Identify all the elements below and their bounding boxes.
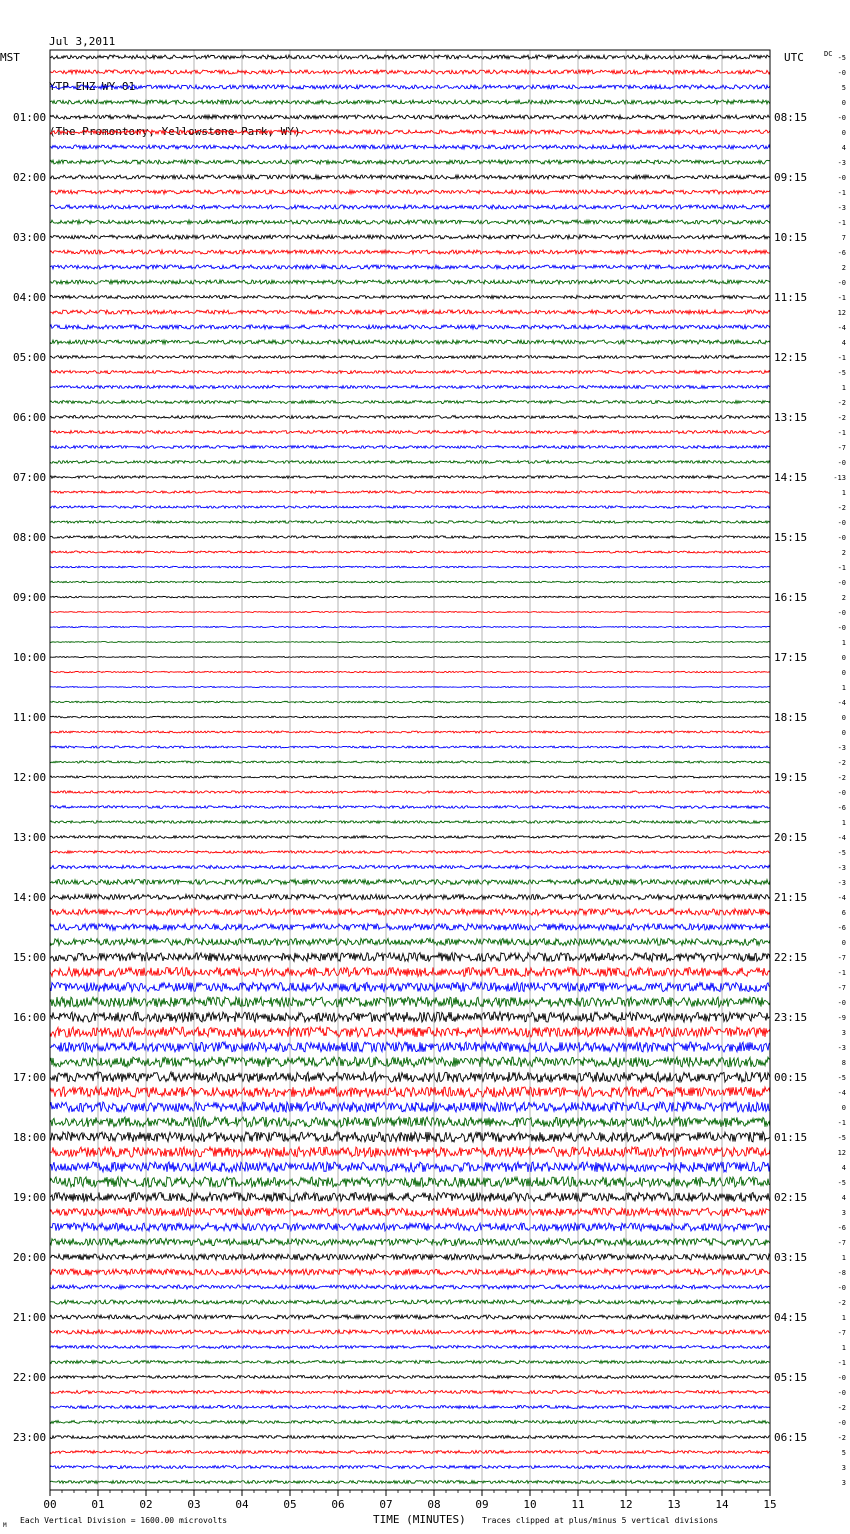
right-hour-label: 17:15 (774, 651, 808, 664)
trace-row (50, 401, 770, 404)
trace-row (50, 325, 770, 329)
corner-mark: M (3, 1522, 7, 1529)
dc-offset-label: 2 (841, 549, 846, 557)
left-hour-label: 07:00 (13, 471, 47, 484)
dc-offset-label: -3 (837, 204, 846, 212)
trace-row (50, 220, 770, 224)
left-timezone-label: MST (0, 51, 20, 64)
right-timezone-label: UTC (784, 51, 804, 64)
left-hour-label: 18:00 (13, 1131, 47, 1144)
trace-row (50, 1269, 770, 1275)
trace-row (50, 85, 770, 89)
trace-row (50, 612, 770, 613)
trace-row (50, 446, 770, 449)
left-hour-label: 09:00 (13, 591, 47, 604)
dc-offset-label: -5 (837, 54, 846, 62)
dc-offset-label: -2 (837, 1434, 846, 1442)
trace-row (50, 596, 770, 598)
dc-offset-label: -0 (837, 1374, 846, 1382)
dc-offset-label: -6 (837, 249, 846, 257)
trace-row (50, 894, 770, 899)
dc-offset-label: -6 (837, 804, 846, 812)
dc-offset-label: -7 (837, 1329, 846, 1337)
trace-row (50, 982, 770, 991)
trace-row (50, 939, 770, 946)
trace-row (50, 1466, 770, 1469)
dc-offset-label: -3 (837, 864, 846, 872)
trace-row (50, 1102, 770, 1112)
x-tick-label: 01 (91, 1498, 105, 1511)
dc-offset-label: -5 (837, 849, 846, 857)
dc-offset-label: 1 (841, 684, 846, 692)
dc-offset-label: -7 (837, 984, 846, 992)
trace-row (50, 1072, 770, 1082)
dc-offset-label: -0 (837, 1419, 846, 1427)
trace-row (50, 130, 770, 134)
trace-row (50, 1406, 770, 1409)
trace-row (50, 250, 770, 254)
trace-row (50, 821, 770, 824)
trace-row (50, 1042, 770, 1052)
trace-row (50, 701, 770, 703)
trace-row (50, 1132, 770, 1142)
scale-note: Each Vertical Division = 1600.00 microvolts (20, 1516, 228, 1525)
dc-offset-label: -3 (837, 159, 846, 167)
trace-row (50, 1315, 770, 1319)
trace-row (50, 1147, 770, 1157)
x-tick-label: 05 (283, 1498, 297, 1511)
trace-row (50, 642, 770, 643)
dc-offset-label: 1 (841, 639, 846, 647)
dc-offset-label: 1 (841, 384, 846, 392)
x-tick-label: 06 (331, 1498, 345, 1511)
left-hour-label: 21:00 (13, 1311, 47, 1324)
dc-offset-label: 8 (841, 1059, 846, 1067)
trace-row (50, 1254, 770, 1260)
dc-offset-label: -3 (837, 744, 846, 752)
dc-offset-label: 0 (841, 1104, 846, 1112)
trace-row (50, 1177, 770, 1187)
dc-offset-label: 0 (841, 669, 846, 677)
trace-row (50, 626, 770, 627)
left-hour-label: 20:00 (13, 1251, 47, 1264)
trace-row (50, 1481, 770, 1484)
dc-offset-label: -6 (837, 1224, 846, 1232)
trace-row (50, 924, 770, 930)
right-hour-label: 13:15 (774, 411, 808, 424)
dc-offset-label: -0 (837, 579, 846, 587)
trace-row (50, 536, 770, 538)
dc-offset-label: 12 (837, 309, 846, 317)
trace-row (50, 851, 770, 854)
trace-row (50, 521, 770, 523)
trace-row (50, 1117, 770, 1127)
chart-date: Jul 3,2011 (49, 35, 116, 48)
trace-row (50, 1451, 770, 1454)
dc-header-label: DC (824, 50, 833, 58)
trace-row (50, 731, 770, 733)
trace-row (50, 776, 770, 778)
left-hour-label: 04:00 (13, 291, 47, 304)
x-axis-ticks (43, 1490, 776, 1511)
dc-offset-label: -2 (837, 1299, 846, 1307)
trace-row (50, 566, 770, 568)
trace-row (50, 295, 770, 298)
station-location: (The Promontory, Yellowstone Park, WY) (49, 125, 301, 138)
dc-offset-label: -13 (833, 474, 846, 482)
dc-offset-label: -0 (837, 69, 846, 77)
dc-offset-label: -0 (837, 534, 846, 542)
dc-offset-label: -0 (837, 1284, 846, 1292)
dc-offset-label: -0 (837, 174, 846, 182)
right-hour-label: 04:15 (774, 1311, 808, 1324)
dc-offset-label: 1 (841, 1254, 846, 1262)
dc-offset-labels (833, 54, 846, 1487)
dc-offset-label: -4 (837, 834, 846, 842)
trace-row (50, 265, 770, 269)
dc-offset-label: -0 (837, 1389, 846, 1397)
right-hour-label: 16:15 (774, 591, 808, 604)
dc-offset-label: -7 (837, 954, 846, 962)
trace-row (50, 1223, 770, 1231)
dc-offset-label: 3 (841, 1479, 846, 1487)
trace-row (50, 1421, 770, 1424)
trace-row (50, 1027, 770, 1037)
left-hour-label: 12:00 (13, 771, 47, 784)
trace-row (50, 1057, 770, 1067)
left-hour-label: 11:00 (13, 711, 47, 724)
trace-row (50, 806, 770, 809)
left-hour-label: 22:00 (13, 1371, 47, 1384)
right-hour-label: 20:15 (774, 831, 808, 844)
trace-row (50, 386, 770, 389)
trace-row (50, 235, 770, 239)
dc-offset-label: 2 (841, 264, 846, 272)
trace-row (50, 145, 770, 149)
dc-offset-label: 0 (841, 654, 846, 662)
right-hour-label: 23:15 (774, 1011, 808, 1024)
dc-offset-label: -4 (837, 699, 846, 707)
right-hour-label: 01:15 (774, 1131, 808, 1144)
trace-row (50, 551, 770, 553)
left-hour-label: 16:00 (13, 1011, 47, 1024)
dc-offset-label: -2 (837, 759, 846, 767)
trace-row (50, 340, 770, 344)
dc-offset-label: -2 (837, 414, 846, 422)
dc-offset-label: -3 (837, 1044, 846, 1052)
trace-row (50, 687, 770, 688)
right-hour-label: 05:15 (774, 1371, 808, 1384)
dc-offset-label: -4 (837, 1089, 846, 1097)
trace-row (50, 371, 770, 374)
trace-row (50, 431, 770, 434)
trace-row (50, 310, 770, 314)
trace-row (50, 865, 770, 868)
trace-row (50, 953, 770, 962)
dc-offset-label: 1 (841, 489, 846, 497)
dc-offset-label: -1 (837, 429, 846, 437)
dc-offset-label: 0 (841, 939, 846, 947)
trace-row (50, 880, 770, 885)
trace-row (50, 1193, 770, 1202)
dc-offset-label: 1 (841, 1314, 846, 1322)
x-tick-label: 11 (571, 1498, 585, 1511)
trace-row (50, 356, 770, 359)
x-tick-label: 02 (139, 1498, 153, 1511)
right-hour-label: 21:15 (774, 891, 808, 904)
dc-offset-label: -9 (837, 1014, 846, 1022)
dc-offset-label: 7 (841, 234, 846, 242)
dc-offset-label: -5 (837, 1134, 846, 1142)
dc-offset-label: -0 (837, 789, 846, 797)
trace-row (50, 416, 770, 419)
trace-row (50, 1330, 770, 1334)
dc-offset-label: 4 (841, 1164, 846, 1172)
trace-row (50, 746, 770, 748)
trace-row (50, 506, 770, 508)
dc-offset-label: -5 (837, 1179, 846, 1187)
trace-row (50, 581, 770, 583)
right-hour-label: 06:15 (774, 1431, 808, 1444)
trace-row (50, 997, 770, 1007)
dc-offset-label: -2 (837, 504, 846, 512)
right-hour-label: 02:15 (774, 1191, 808, 1204)
trace-row (50, 461, 770, 464)
dc-offset-label: 3 (841, 1464, 846, 1472)
x-tick-label: 08 (427, 1498, 441, 1511)
dc-offset-label: 5 (841, 1449, 846, 1457)
right-hour-label: 03:15 (774, 1251, 808, 1264)
x-axis-label: TIME (MINUTES) (373, 1513, 466, 1526)
dc-offset-label: -0 (837, 459, 846, 467)
trace-row (50, 1208, 770, 1216)
trace-row (50, 160, 770, 164)
dc-offset-label: -1 (837, 1119, 846, 1127)
dc-offset-label: 4 (841, 339, 846, 347)
right-hour-label: 12:15 (774, 351, 808, 364)
trace-row (50, 1376, 770, 1379)
x-tick-label: 15 (763, 1498, 777, 1511)
dc-offset-label: 0 (841, 714, 846, 722)
dc-offset-label: -1 (837, 189, 846, 197)
trace-row (50, 1300, 770, 1304)
left-hour-label: 05:00 (13, 351, 47, 364)
trace-row (50, 1162, 770, 1172)
trace-row (50, 909, 770, 915)
trace-row (50, 1361, 770, 1364)
dc-offset-label: -5 (837, 1074, 846, 1082)
dc-offset-label: 4 (841, 144, 846, 152)
trace-row (50, 205, 770, 209)
trace-row (50, 1285, 770, 1289)
clip-note: Traces clipped at plus/minus 5 vertical divisions (482, 1516, 719, 1525)
dc-offset-label: -0 (837, 624, 846, 632)
x-tick-label: 13 (667, 1498, 681, 1511)
dc-offset-label: 0 (841, 729, 846, 737)
dc-offset-label: 6 (841, 909, 846, 917)
dc-offset-label: -8 (837, 1269, 846, 1277)
x-tick-label: 09 (475, 1498, 489, 1511)
trace-row (50, 1239, 770, 1246)
x-tick-label: 12 (619, 1498, 633, 1511)
x-tick-label: 04 (235, 1498, 249, 1511)
dc-offset-label: -3 (837, 879, 846, 887)
dc-offset-label: 5 (841, 84, 846, 92)
dc-offset-label: 2 (841, 594, 846, 602)
trace-row (50, 70, 770, 74)
x-tick-label: 07 (379, 1498, 393, 1511)
x-tick-label: 10 (523, 1498, 537, 1511)
dc-offset-label: -1 (837, 969, 846, 977)
trace-row (50, 968, 770, 977)
dc-offset-label: -2 (837, 774, 846, 782)
dc-offset-label: -0 (837, 999, 846, 1007)
dc-offset-label: -0 (837, 609, 846, 617)
trace-row (50, 280, 770, 284)
left-hour-label: 15:00 (13, 951, 47, 964)
trace-group (50, 55, 770, 1484)
dc-offset-label: 4 (841, 1194, 846, 1202)
left-hour-label: 03:00 (13, 231, 47, 244)
x-tick-label: 03 (187, 1498, 201, 1511)
left-hour-label: 19:00 (13, 1191, 47, 1204)
right-hour-label: 15:15 (774, 531, 808, 544)
dc-offset-label: -1 (837, 354, 846, 362)
dc-offset-label: -0 (837, 114, 846, 122)
right-hour-label: 00:15 (774, 1071, 808, 1084)
dc-offset-label: 3 (841, 1209, 846, 1217)
right-hour-labels (774, 111, 807, 1444)
trace-row (50, 100, 770, 104)
dc-offset-label: -1 (837, 294, 846, 302)
trace-row (50, 791, 770, 793)
left-hour-label: 17:00 (13, 1071, 47, 1084)
right-hour-label: 14:15 (774, 471, 808, 484)
right-hour-label: 10:15 (774, 231, 808, 244)
x-tick-label: 00 (43, 1498, 57, 1511)
dc-offset-label: -1 (837, 219, 846, 227)
left-hour-label: 02:00 (13, 171, 47, 184)
dc-offset-label: 0 (841, 99, 846, 107)
right-hour-label: 18:15 (774, 711, 808, 724)
left-hour-label: 23:00 (13, 1431, 47, 1444)
right-hour-label: 19:15 (774, 771, 808, 784)
dc-offset-label: -2 (837, 399, 846, 407)
left-hour-label: 08:00 (13, 531, 47, 544)
right-hour-label: 08:15 (774, 111, 808, 124)
trace-row (50, 761, 770, 763)
trace-row (50, 671, 770, 672)
trace-row (50, 1087, 770, 1097)
right-hour-label: 22:15 (774, 951, 808, 964)
left-hour-label: 10:00 (13, 651, 47, 664)
trace-row (50, 1346, 770, 1349)
left-hour-label: 01:00 (13, 111, 47, 124)
trace-row (50, 55, 770, 59)
trace-row (50, 1391, 770, 1394)
dc-offset-label: 12 (837, 1149, 846, 1157)
trace-row (50, 476, 770, 479)
dc-offset-label: -1 (837, 1359, 846, 1367)
trace-row (50, 1436, 770, 1439)
dc-offset-label: -7 (837, 444, 846, 452)
dc-offset-label: -0 (837, 519, 846, 527)
trace-row (50, 115, 770, 119)
left-hour-labels (13, 111, 46, 1444)
x-tick-label: 14 (715, 1498, 729, 1511)
trace-row (50, 657, 770, 658)
dc-offset-label: -5 (837, 369, 846, 377)
trace-row (50, 491, 770, 493)
trace-row (50, 836, 770, 839)
dc-offset-label: -4 (837, 324, 846, 332)
dc-offset-label: 0 (841, 129, 846, 137)
left-hour-label: 13:00 (13, 831, 47, 844)
right-hour-label: 09:15 (774, 171, 808, 184)
dc-offset-label: -6 (837, 924, 846, 932)
dc-offset-label: 1 (841, 1344, 846, 1352)
dc-offset-label: -1 (837, 564, 846, 572)
dc-offset-label: -0 (837, 279, 846, 287)
dc-offset-label: 1 (841, 819, 846, 827)
dc-offset-label: 3 (841, 1029, 846, 1037)
dc-offset-label: -4 (837, 894, 846, 902)
left-hour-label: 14:00 (13, 891, 47, 904)
dc-offset-label: -7 (837, 1239, 846, 1247)
trace-row (50, 716, 770, 718)
station-code: YTP EHZ WY 01 (49, 80, 136, 93)
dc-offset-label: -2 (837, 1404, 846, 1412)
trace-row (50, 175, 770, 179)
right-hour-label: 11:15 (774, 291, 808, 304)
trace-row (50, 1012, 770, 1022)
trace-row (50, 190, 770, 194)
left-hour-label: 06:00 (13, 411, 47, 424)
